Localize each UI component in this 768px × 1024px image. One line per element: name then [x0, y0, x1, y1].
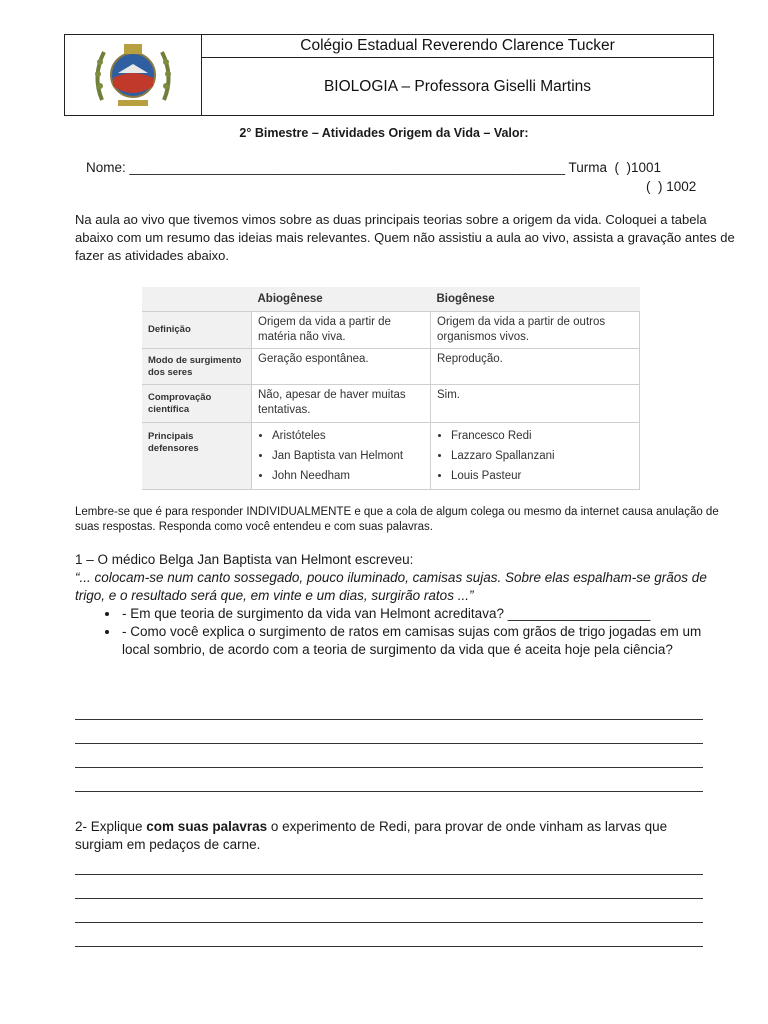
- question-1: [75, 551, 715, 659]
- turma-second-option: ( ) 1002: [646, 179, 697, 194]
- bio-cell: Reprodução.: [431, 349, 640, 385]
- table-row: [142, 312, 640, 349]
- question-1-bullets: [75, 605, 715, 659]
- question-2-prefix: 2- Explique: [75, 819, 147, 834]
- list-item: • Jan Baptista van Helmont: [272, 446, 424, 466]
- bio-cell: Origem da vida a partir de outros organismos vivos.: [431, 312, 640, 349]
- answer-line[interactable]: [75, 696, 703, 720]
- bio-defenders-cell: [431, 423, 640, 490]
- table-row-defenders: [142, 423, 640, 490]
- row-label: Comprovação científica: [142, 385, 252, 423]
- abio-cell: Geração espontânea.: [252, 349, 431, 385]
- answer-line[interactable]: [75, 851, 703, 875]
- school-logo-cell: [65, 35, 202, 115]
- course-name: BIOLOGIA – Professora Giselli Martins: [323, 77, 592, 95]
- intro-paragraph: Na aula ao vivo que tivemos vimos sobre as duas principais teorias sobre a origem da vida. Coloquei a tabela abaixo com um resumo das ideias mais relevantes. Quem não assistiu a aula ao vivo, assista a gravação antes de fazer as atividades abaixo.: [75, 212, 735, 263]
- activity-subtitle: 2° Bimestre – Atividades Origem da Vida – Valor:: [239, 126, 529, 140]
- answer-line[interactable]: [75, 875, 703, 899]
- abio-defenders-list: [258, 426, 424, 486]
- table-header-empty: [142, 287, 252, 312]
- list-item: • Lazzaro Spallanzani: [451, 446, 633, 466]
- school-name: Colégio Estadual Reverendo Clarence Tucker: [202, 35, 713, 58]
- answer-line[interactable]: [75, 899, 703, 923]
- row-label: Principais defensores: [142, 423, 252, 490]
- question-2: [75, 818, 715, 854]
- table-header-row: [142, 287, 640, 312]
- question-1-bullet-2: • - Como você explica o surgimento de ratos em camisas sujas com grãos de trigo jogadas em um local sombrio, de acordo com a teoria de surgimento da vida que é aceita hoje pela ciência?: [120, 623, 715, 659]
- list-item: • Francesco Redi: [451, 426, 633, 446]
- question-1-bullet-1: • - Em que teoria de surgimento da vida van Helmont acreditava? ___________________: [120, 605, 715, 623]
- abio-cell: Origem da vida a partir de matéria não viva.: [252, 312, 431, 349]
- list-item: • Louis Pasteur: [451, 466, 633, 486]
- row-label: Definição: [142, 312, 252, 349]
- question-2-suffix: o experimento de Redi, para provar de onde vinham as larvas que surgiam em pedaços de carne.: [75, 819, 668, 852]
- answer-lines-q2: [75, 851, 703, 947]
- title-cell: [202, 35, 713, 115]
- list-item: • Aristóteles: [272, 426, 424, 446]
- abio-defenders-cell: [252, 423, 431, 490]
- bio-cell: Sim.: [431, 385, 640, 423]
- answer-line[interactable]: [75, 720, 703, 744]
- theories-table: [142, 287, 640, 490]
- row-label: Modo de surgimento dos seres: [142, 349, 252, 385]
- bio-defenders-list: [437, 426, 633, 486]
- answer-line[interactable]: [75, 768, 703, 792]
- header-box: [64, 34, 714, 116]
- table-header-biogenese: Biogênese: [431, 287, 640, 312]
- table-row: [142, 349, 640, 385]
- warning-paragraph: Lembre-se que é para responder INDIVIDUALMENTE e que a cola de algum colega ou mesmo da internet causa anulação de suas respostas. Responda como você entendeu e com suas palavras.: [75, 506, 719, 533]
- answer-line[interactable]: [75, 744, 703, 768]
- question-1-quote: “... colocam-se num canto sossegado, pouco iluminado, camisas sujas. Sobre elas espalham-se grãos de trigo, e o resultado será que, em vinte e um dias, surgirão ratos ...”: [75, 570, 707, 603]
- abio-cell: Não, apesar de haver muitas tentativas.: [252, 385, 431, 423]
- question-1-intro: 1 – O médico Belga Jan Baptista van Helmont escreveu:: [75, 552, 414, 567]
- coat-of-arms-icon: [88, 38, 178, 112]
- table-row: [142, 385, 640, 423]
- question-2-emphasis: com suas palavras: [146, 819, 268, 834]
- name-turma-line: Nome: __________________________________________________________ Turma ( )1001: [86, 160, 662, 175]
- list-item: • John Needham: [272, 466, 424, 486]
- answer-lines-q1: [75, 696, 703, 792]
- table-header-abiogenese: Abiogênese: [252, 287, 431, 312]
- answer-line[interactable]: [75, 923, 703, 947]
